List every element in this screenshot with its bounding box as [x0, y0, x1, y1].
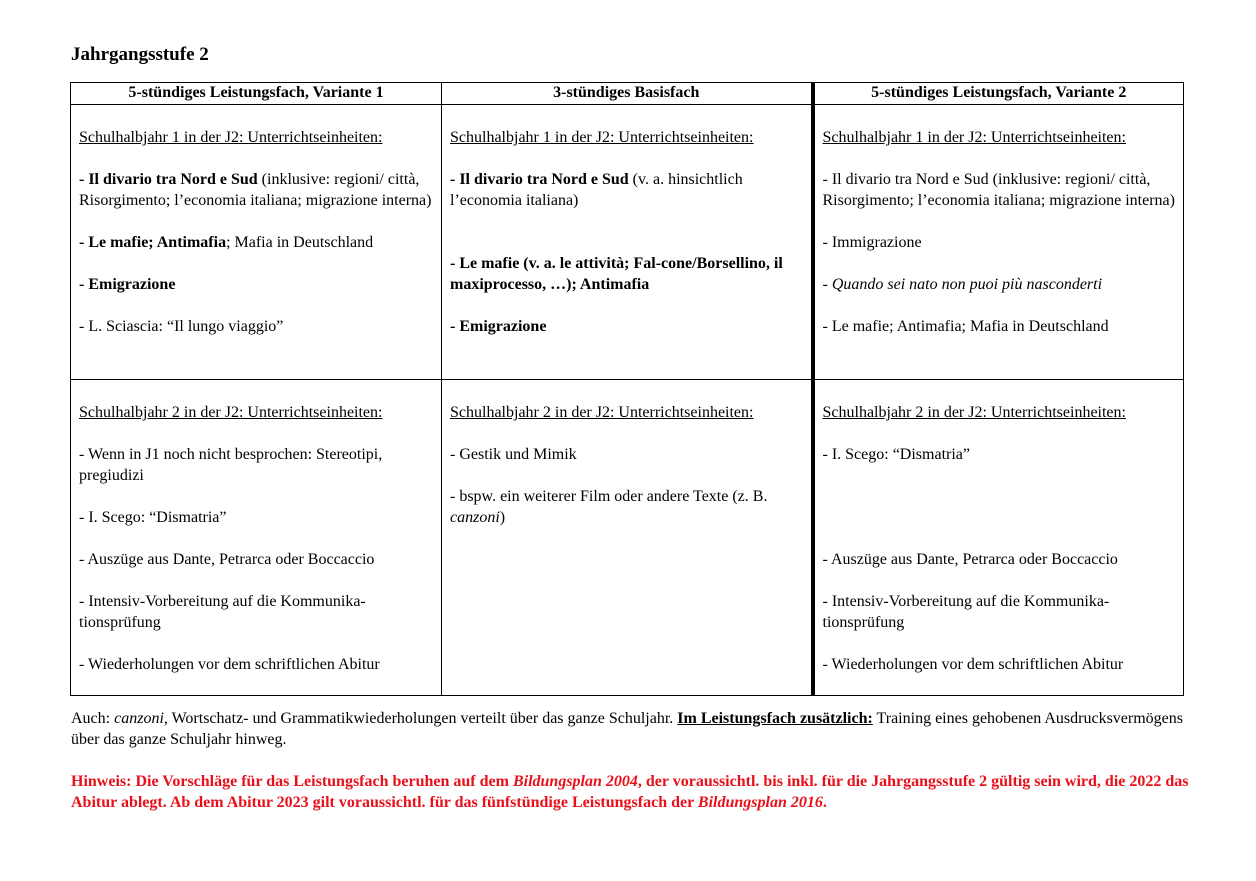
list-item: - Le mafie; Antimafia; Mafia in Deutschland [822, 318, 1109, 335]
list-item: - Il divario tra Nord e Sud (inklusive: regioni/ città, Risorgimento; l’economia italiana; migrazione interna) [79, 171, 432, 209]
list-item: - Le mafie; Antimafia; Mafia in Deutschland [79, 234, 374, 251]
list-item: - I. Scego: “Dismatria” [79, 509, 227, 526]
semester-2-label: Schulhalbjahr 2 in der J2: Unterrichtseinheiten: [822, 404, 1126, 421]
list-item: - Immigrazione [822, 234, 922, 251]
list-item: - Wiederholungen vor dem schriftlichen Abitur [822, 656, 1124, 673]
list-item: - Auszüge aus Dante, Petrarca oder Boccaccio [79, 551, 375, 568]
header-row [71, 83, 1184, 105]
list-item: - Wenn in J1 noch nicht besprochen: Stereotipi, pregiudizi [79, 446, 383, 484]
list-item: - Le mafie (v. a. le attività; Fal-cone/Borsellino, il maxiprocesso, …); Antimafia [450, 255, 783, 293]
cell-basis-semester-1 [442, 105, 813, 380]
semester-2-label: Schulhalbjahr 2 in der J2: Unterrichtseinheiten: [79, 404, 383, 421]
column-header-lf-variant-2: 5-stündiges Leistungsfach, Variante 2 [813, 83, 1184, 105]
list-item: - Emigrazione [79, 276, 176, 293]
list-item: - Gestik und Mimik [450, 446, 577, 463]
semester-1-label: Schulhalbjahr 1 in der J2: Unterrichtseinheiten: [450, 129, 754, 146]
semester-1-label: Schulhalbjahr 1 in der J2: Unterrichtseinheiten: [822, 129, 1126, 146]
cell-lf1-semester-1 [71, 105, 442, 380]
list-item: - Quando sei nato non puoi più nasconderti [822, 276, 1103, 293]
curriculum-table [70, 82, 1184, 696]
list-item: - bspw. ein weiterer Film oder andere Texte (z. B. canzoni) [450, 488, 768, 526]
notes-paragraph: Auch: canzoni, Wortschatz- und Grammatikwiederholungen verteilt über das ganze Schuljahr. Im Leistungsfach zusätzlich: Training eines gehobenen Ausdrucksvermögens über das ganze Schuljahr hinweg. [71, 710, 1184, 748]
list-item: - I. Scego: “Dismatria” [822, 446, 970, 463]
list-item: - Auszüge aus Dante, Petrarca oder Boccaccio [822, 551, 1118, 568]
hint-paragraph: Hinweis: Die Vorschläge für das Leistungsfach beruhen auf dem Bildungsplan 2004, der voraussichtl. bis inkl. für die Jahrgangsstufe 2 gültig sein wird, die 2022 das Abitur ablegt. Ab dem Abitur 2023 gilt voraussichtl. für das fünfstündige Leistungsfach der Bildungsplan 2016. [71, 773, 1189, 811]
column-header-basisfach: 3-stündiges Basisfach [442, 83, 813, 105]
cell-lf2-semester-2 [813, 380, 1184, 696]
cell-lf2-semester-1 [813, 105, 1184, 380]
semester-2-label: Schulhalbjahr 2 in der J2: Unterrichtseinheiten: [450, 404, 754, 421]
list-item: - Intensiv-Vorbereitung auf die Kommunika-tionsprüfung [79, 593, 366, 631]
semester-1-label: Schulhalbjahr 1 in der J2: Unterrichtseinheiten: [79, 129, 383, 146]
list-item: - Intensiv-Vorbereitung auf die Kommunika-tionsprüfung [822, 593, 1110, 631]
list-item: - L. Sciascia: “Il lungo viaggio” [79, 318, 284, 335]
semester-2-row [71, 380, 1184, 696]
list-item: - Il divario tra Nord e Sud (inklusive: regioni/ città, Risorgimento; l’economia italiana; migrazione interna) [822, 171, 1175, 209]
column-header-lf-variant-1: 5-stündiges Leistungsfach, Variante 1 [71, 83, 442, 105]
cell-basis-semester-2 [442, 380, 813, 696]
page-title: Jahrgangsstufe 2 [71, 44, 209, 65]
cell-lf1-semester-2 [71, 380, 442, 696]
list-item: - Wiederholungen vor dem schriftlichen Abitur [79, 656, 380, 673]
semester-1-row [71, 105, 1184, 380]
list-item: - Emigrazione [450, 318, 547, 335]
list-item: - Il divario tra Nord e Sud (v. a. hinsichtlich l’economia italiana) [450, 171, 743, 209]
